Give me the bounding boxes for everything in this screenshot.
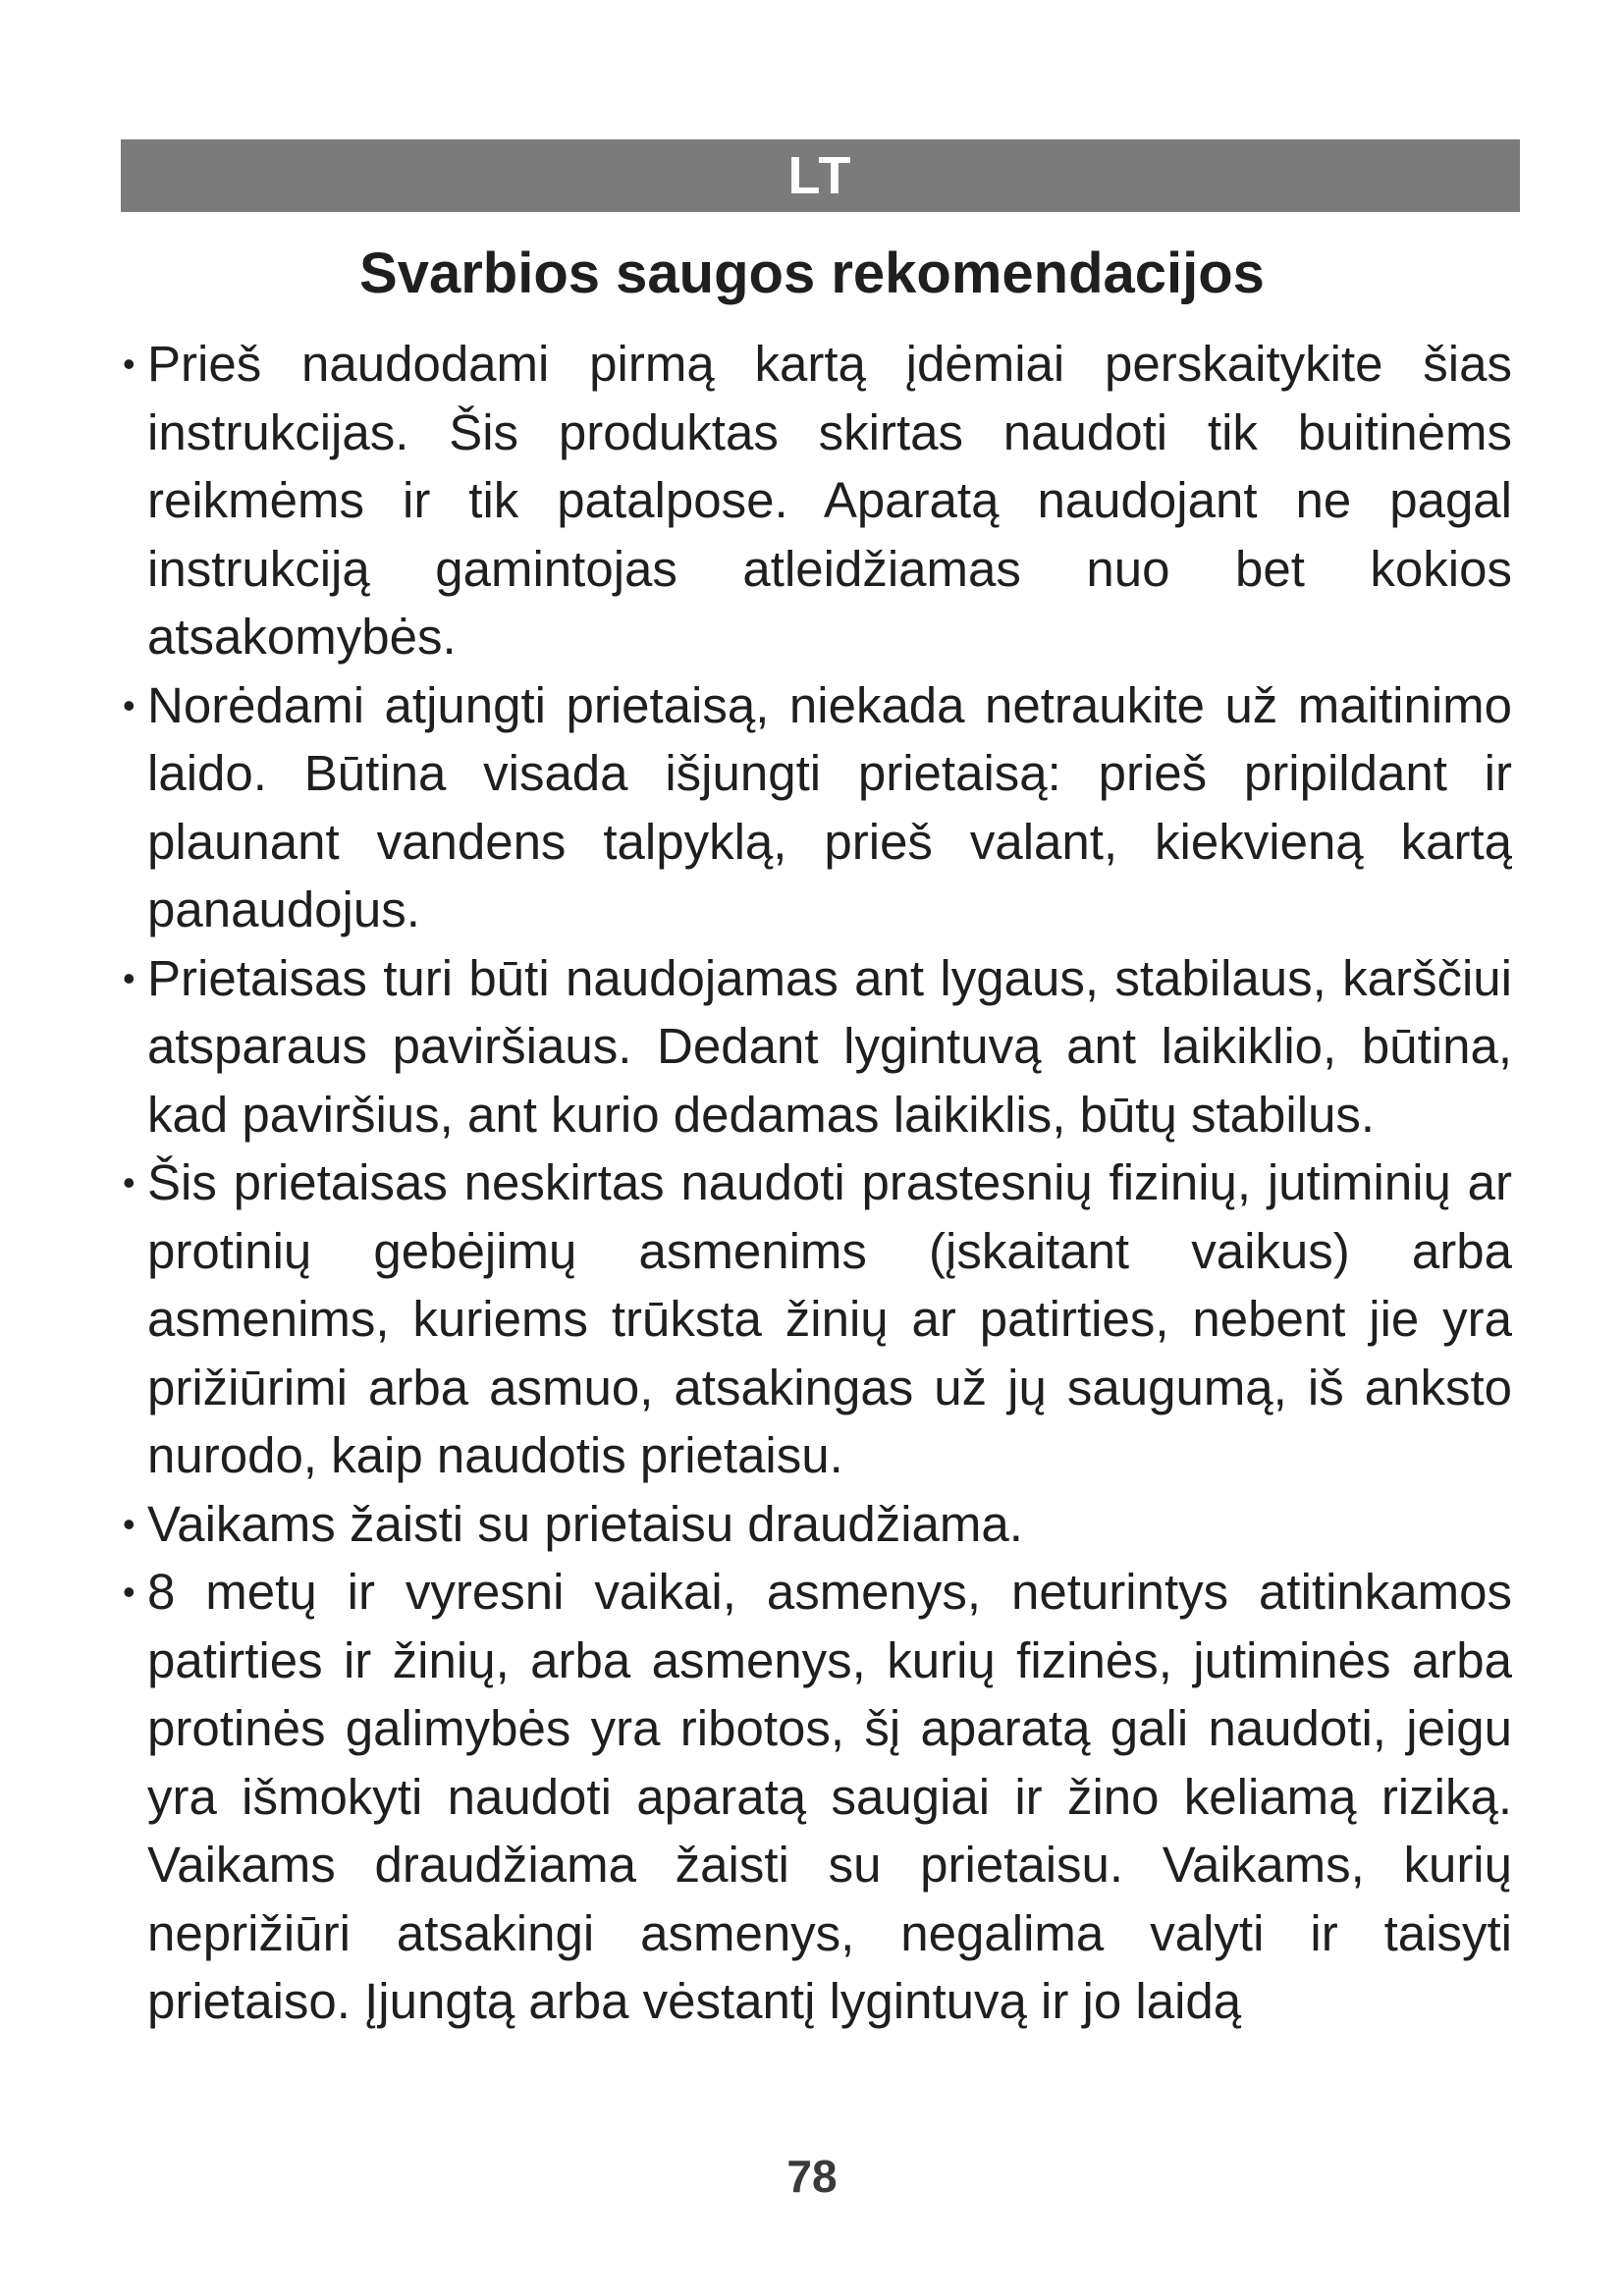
bullet-icon: • xyxy=(123,344,135,384)
page-title: Svarbios saugos rekomendacijos xyxy=(359,241,1265,305)
bullet-icon: • xyxy=(123,1162,135,1202)
list-item xyxy=(123,671,1512,944)
list-item xyxy=(123,1490,1512,1559)
list-item-text: 8 metų ir vyresni vaikai, asmenys, neturintys atitinkamos patirties ir žinių, arba asmenys, kurių fizinės, jutiminės arba protinės galimybės yra ribotos, šį aparatą gali naudoti, jeigu yra išmokyti naudoti aparatą saugiai ir žino keliamą riziką. Vaikams draudžiama žaisti su prietaisu. Vaikams, kurių neprižiūri atsakingi asmenys, negalima valyti ir taisyti prietaiso. Įjungtą arba vėstantį lygintuvą ir jo laidą xyxy=(147,1564,1512,2029)
list-item xyxy=(123,944,1512,1149)
safety-recommendations-list xyxy=(123,330,1512,2036)
list-item-text: Šis prietaisas neskirtas naudoti prastesnių fizinių, jutiminių ar protinių gebėjimų asmenims (įskaitant vaikus) arba asmenims, kuriems trūksta žinių ar patirties, nebent jie yra prižiūrimi arba asmuo, atsakingas už jų saugumą, iš anksto nurodo, kaip naudotis prietaisu. xyxy=(147,1154,1512,1483)
language-code: LT xyxy=(787,146,853,205)
list-item-text: Norėdami atjungti prietaisą, niekada netraukite už maitinimo laido. Būtina visada išjungti prietaisą: prieš pripildant ir plaunant vandens talpyklą, prieš valant, kiekvieną kartą panaudojus. xyxy=(147,676,1512,937)
bullet-icon: • xyxy=(123,684,135,725)
list-item xyxy=(123,1558,1512,2036)
page-number: 78 xyxy=(786,2151,838,2202)
language-header-bar xyxy=(121,139,1520,212)
list-item-text: Prieš naudodami pirmą kartą įdėmiai perskaitykite šias instrukcijas. Šis produktas skirtas naudoti tik buitinėms reikmėms ir tik patalpose. Aparatą naudojant ne pagal instrukciją gamintojas atleidžiamas nuo bet kokios atsakomybės. xyxy=(147,336,1512,665)
bullet-icon: • xyxy=(123,957,135,998)
bullet-icon: • xyxy=(123,1503,135,1544)
list-item xyxy=(123,1148,1512,1490)
list-item-text: Vaikams žaisti su prietaisu draudžiama. xyxy=(147,1495,1023,1552)
list-item xyxy=(123,330,1512,671)
list-item-text: Prietaisas turi būti naudojamas ant lygaus, stabilaus, karščiui atsparaus paviršiaus. Dedant lygintuvą ant laikiklio, būtina, kad paviršius, ant kurio dedamas laikiklis, būtų stabilus. xyxy=(147,949,1512,1143)
bullet-icon: • xyxy=(123,1572,135,1612)
